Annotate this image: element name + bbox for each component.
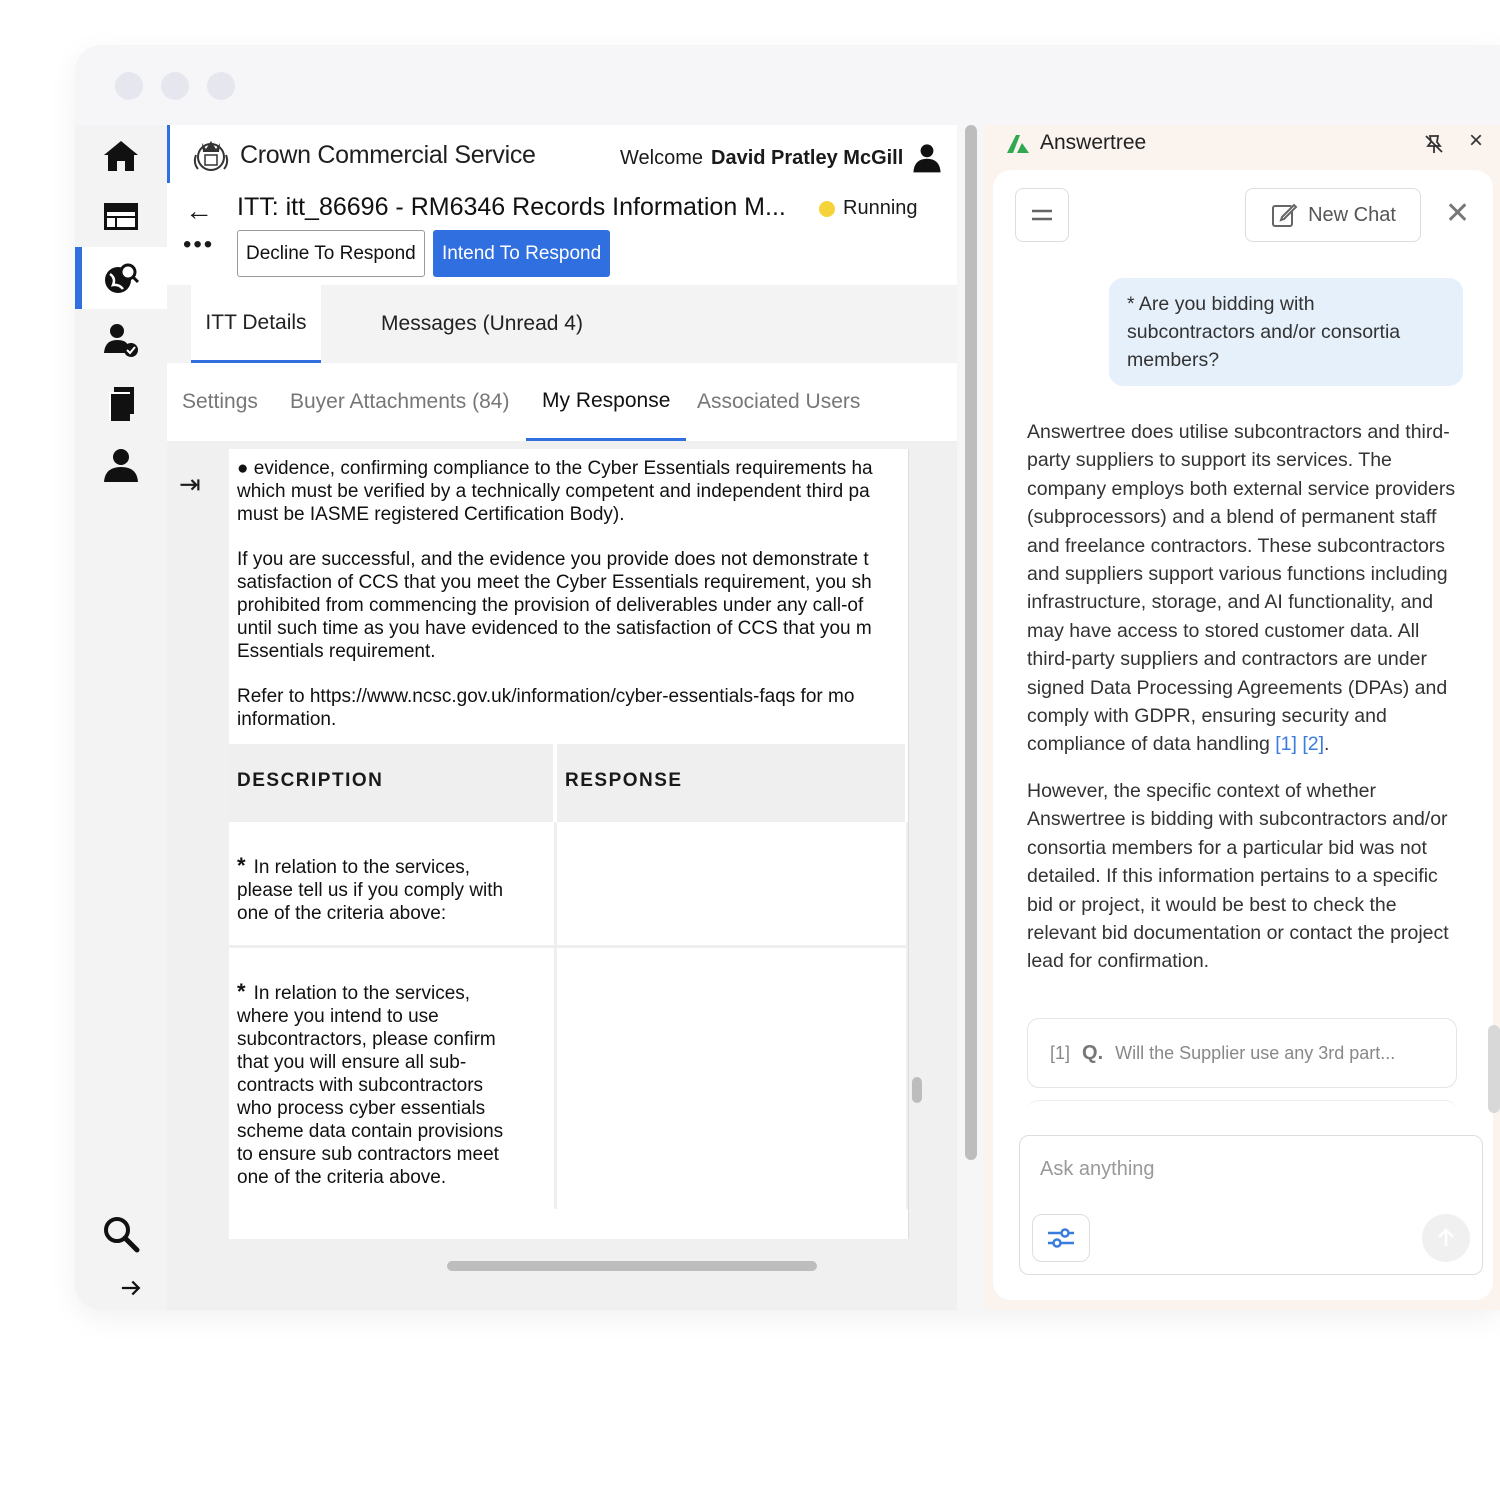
cell-line: to ensure sub contractors meet <box>237 1143 499 1165</box>
description-cell <box>229 946 555 1209</box>
user-avatar-icon[interactable] <box>911 142 943 174</box>
tab-settings[interactable]: Settings <box>182 390 258 413</box>
cell-line: where you intend to use <box>237 1005 439 1027</box>
doc-line: must be IASME registered Certification Body). <box>237 504 625 525</box>
new-chat-button[interactable] <box>1245 188 1421 242</box>
answertree-panel <box>985 125 1500 1310</box>
back-arrow-icon[interactable]: ← <box>185 195 213 226</box>
user-message-bubble: * Are you bidding with subcontractors and/or consortia members? <box>1109 278 1463 386</box>
required-marker: * <box>237 978 246 1004</box>
rail-expand[interactable] <box>85 1257 177 1310</box>
chat-menu-button[interactable] <box>1015 188 1069 242</box>
search-icon <box>101 1214 141 1254</box>
panel-resize-scrollbar[interactable] <box>965 125 977 1160</box>
citation-links[interactable]: [1] [2] <box>1275 733 1325 756</box>
rail-documents[interactable] <box>75 373 167 435</box>
documents-icon <box>101 384 141 424</box>
reference-card[interactable] <box>1027 1018 1457 1088</box>
cell-line: In relation to the services, <box>253 856 471 878</box>
doc-line: which must be verified by a technically competent and independent third pa <box>237 481 870 502</box>
cell-line: please tell us if you comply with <box>237 879 504 901</box>
rail-home[interactable] <box>75 125 167 187</box>
rail-profile[interactable] <box>75 435 167 497</box>
user-icon <box>101 446 141 486</box>
decline-button[interactable]: Decline To Respond <box>237 230 425 277</box>
cell-line: one of the criteria above. <box>237 1166 447 1188</box>
required-marker: * <box>237 852 246 878</box>
arrow-up-icon <box>1435 1227 1457 1249</box>
globe-search-icon <box>101 258 141 298</box>
itt-header <box>167 183 957 285</box>
response-document <box>229 449 909 1239</box>
welcome-label: Welcome <box>620 146 703 169</box>
sliders-icon <box>1046 1225 1076 1251</box>
window-close-dot[interactable] <box>115 72 143 100</box>
doc-line: prohibited from commencing the provision of deliverables under any call-of <box>237 595 864 616</box>
menu-icon <box>1031 207 1053 223</box>
cell-line: scheme data contain provisions <box>237 1120 504 1142</box>
doc-line: information. <box>237 709 337 730</box>
org-name: Crown Commercial Service <box>240 140 536 169</box>
ccs-app-panel <box>167 125 957 1310</box>
chat-card <box>993 170 1493 1300</box>
rail-search[interactable] <box>75 1203 167 1265</box>
app-window <box>75 45 1500 1310</box>
vertical-scrollbar[interactable] <box>912 1077 922 1103</box>
primary-tabs <box>167 285 957 363</box>
close-panel-icon[interactable]: × <box>1469 127 1484 154</box>
col-response: RESPONSE <box>555 744 907 820</box>
cell-line: that you will ensure all sub- <box>237 1051 467 1073</box>
reference-q-label: Q. <box>1082 1041 1104 1064</box>
dashboard-icon <box>101 196 141 236</box>
answertree-scrollbar[interactable] <box>1488 1025 1500 1113</box>
user-check-icon <box>101 320 141 360</box>
col-description: DESCRIPTION <box>229 744 555 820</box>
table-row <box>229 946 907 1209</box>
response-cell[interactable] <box>555 946 907 1209</box>
user-name: David Pratley McGill <box>711 146 904 169</box>
tab-itt-details[interactable]: ITT Details <box>191 285 321 363</box>
cell-line: In relation to the services, <box>253 982 471 1004</box>
brand <box>190 135 536 175</box>
cell-line: one of the criteria above: <box>237 902 447 924</box>
tab-my-response[interactable]: My Response <box>526 363 686 441</box>
window-titlebar <box>75 45 1500 125</box>
home-icon <box>101 136 141 176</box>
assistant-answer <box>1027 418 1463 994</box>
icon-rail <box>75 125 167 1310</box>
status-badge <box>819 197 918 220</box>
top-bar <box>167 125 957 183</box>
answer-text: Answertree does utilise subcontractors and third-party suppliers to support its services. The company employs both external service providers (subprocessors) and a blend of permanent staff and freelance contractors. These subcontractors and suppliers support various functions including infrastructure, storage, and AI functionality, and may have access to stored customer data. All third-party suppliers and contractors are under signed Data Processing Agreements (DPAs) and comply with GDPR, ensuring security and compliance of data handling <box>1027 421 1456 756</box>
arrow-right-icon <box>118 1275 144 1301</box>
tab-messages[interactable]: Messages (Unread 4) <box>381 312 583 335</box>
success-paragraph <box>229 548 908 663</box>
doc-line: satisfaction of CCS that you meet the Cyber Essentials requirement, you sh <box>237 572 872 593</box>
filter-button[interactable] <box>1032 1214 1090 1262</box>
window-maximize-dot[interactable] <box>207 72 235 100</box>
response-content <box>167 441 957 1310</box>
window-minimize-dot[interactable] <box>161 72 189 100</box>
reference-text: Will the Supplier use any 3rd part... <box>1115 1042 1396 1063</box>
doc-line: ● evidence, confirming compliance to the Cyber Essentials requirements ha <box>237 458 873 479</box>
ask-input[interactable] <box>1040 1158 1460 1181</box>
rail-tenders[interactable] <box>75 247 167 309</box>
horizontal-scrollbar[interactable] <box>447 1261 817 1271</box>
doc-line: until such time as you have evidenced to the satisfaction of CCS that you m <box>237 618 872 639</box>
welcome-area <box>620 142 943 174</box>
doc-line: Refer to https://www.ncsc.gov.uk/information/cyber-essentials-faqs for mo <box>237 686 855 707</box>
royal-crest-icon <box>190 135 232 175</box>
cyber-evidence-paragraph <box>229 457 908 526</box>
new-chat-label: New Chat <box>1308 203 1396 226</box>
collapse-panel-icon[interactable]: ⇥ <box>179 469 201 499</box>
cell-line: subcontractors, please confirm <box>237 1028 496 1050</box>
refer-paragraph <box>229 685 908 731</box>
table-header-row <box>229 744 907 820</box>
table-row <box>229 820 907 946</box>
more-options-icon[interactable]: ••• <box>183 231 215 258</box>
answer-period: . <box>1324 733 1330 756</box>
unpin-icon[interactable] <box>1423 133 1445 155</box>
answer-paragraph <box>1027 418 1463 759</box>
description-cell <box>229 820 555 946</box>
cell-line: contracts with subcontractors <box>237 1074 484 1096</box>
answer-paragraph: However, the specific context of whether Answertree is bidding with subcontractors and/or consortia members for a particular bid was not detailed. If this information pertains to a specific bid or project, it would be best to check the relevant bid documentation or contact the project lead for confirmation. <box>1027 779 1449 973</box>
tab-buyer-attachments[interactable]: Buyer Attachments (84) <box>290 390 510 413</box>
itt-title: ITT: itt_86696 - RM6346 Records Information M... <box>237 193 786 221</box>
reference-index: [1] <box>1050 1042 1071 1063</box>
rail-verified-users[interactable] <box>75 309 167 371</box>
doc-line: If you are successful, and the evidence you provide does not demonstrate t <box>237 549 869 570</box>
close-chat-icon[interactable]: ✕ <box>1445 197 1471 230</box>
answertree-header <box>985 125 1500 165</box>
status-dot <box>819 201 835 217</box>
tab-associated-users[interactable]: Associated Users <box>697 390 861 413</box>
intend-button[interactable]: Intend To Respond <box>433 230 610 277</box>
doc-line: Essentials requirement. <box>237 641 436 662</box>
ask-box <box>1019 1135 1483 1275</box>
rail-dashboard[interactable] <box>75 185 167 247</box>
secondary-tabs <box>167 363 957 441</box>
send-button[interactable] <box>1422 1214 1470 1262</box>
answertree-logo-icon <box>1005 133 1031 155</box>
reference-card-partial <box>1027 1100 1457 1120</box>
answertree-title: Answertree <box>1040 131 1147 154</box>
response-table <box>229 744 909 1209</box>
edit-icon <box>1270 201 1298 229</box>
status-label: Running <box>843 197 918 219</box>
cell-line: who process cyber essentials <box>237 1097 486 1119</box>
response-cell[interactable] <box>555 820 907 946</box>
